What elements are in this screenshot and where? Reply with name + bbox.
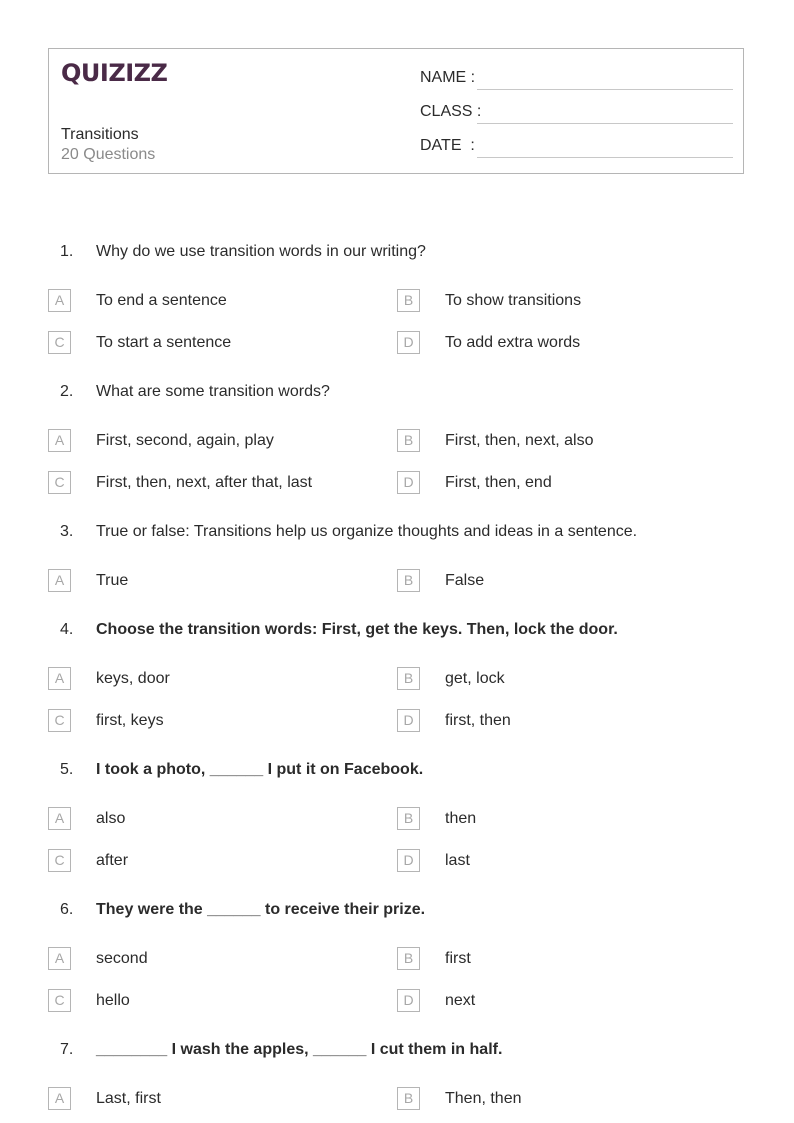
- question-text: What are some transition words?: [96, 383, 330, 400]
- option-b-box[interactable]: B: [397, 289, 420, 312]
- option-b-text: first: [445, 950, 471, 967]
- option-c-box[interactable]: C: [48, 709, 71, 732]
- option-b-box[interactable]: B: [397, 807, 420, 830]
- option-b-text: False: [445, 572, 485, 589]
- option-b-text: Then, then: [445, 1090, 522, 1107]
- worksheet-title: Transitions: [61, 126, 139, 143]
- option-a-box[interactable]: A: [48, 807, 71, 830]
- question-number: 3.: [60, 523, 74, 540]
- option-b-box[interactable]: B: [397, 1087, 420, 1110]
- name-label: NAME :: [420, 69, 476, 86]
- option-c-box[interactable]: C: [48, 989, 71, 1012]
- option-a-box[interactable]: A: [48, 667, 71, 690]
- option-b-box[interactable]: B: [397, 947, 420, 970]
- option-c-box[interactable]: C: [48, 471, 71, 494]
- option-d-box[interactable]: D: [397, 989, 420, 1012]
- option-c-text: hello: [96, 992, 130, 1009]
- question-text: True or false: Transitions help us organize thoughts and ideas in a sentence.: [96, 523, 638, 540]
- name-line[interactable]: [477, 89, 733, 90]
- option-b-text: then: [445, 810, 477, 827]
- option-c-box[interactable]: C: [48, 331, 71, 354]
- question-number: 4.: [60, 621, 74, 638]
- question-text: ________ I wash the apples, ______ I cut them in half.: [96, 1041, 503, 1058]
- option-a-box[interactable]: A: [48, 289, 71, 312]
- quizizz-logo: QUIZIZZ: [61, 59, 168, 87]
- option-c-text: To start a sentence: [96, 334, 232, 351]
- option-a-box[interactable]: A: [48, 569, 71, 592]
- question-number: 6.: [60, 901, 74, 918]
- class-label: CLASS :: [420, 103, 482, 120]
- option-d-box[interactable]: D: [397, 849, 420, 872]
- option-d-box[interactable]: D: [397, 471, 420, 494]
- option-d-box[interactable]: D: [397, 331, 420, 354]
- option-a-text: also: [96, 810, 126, 827]
- option-a-text: keys, door: [96, 670, 170, 687]
- option-c-text: first, keys: [96, 712, 164, 729]
- question-number: 1.: [60, 243, 74, 260]
- question-text: Why do we use transition words in our writing?: [96, 243, 426, 260]
- worksheet-header: [48, 48, 744, 174]
- question-text: Choose the transition words: First, get the keys. Then, lock the door.: [96, 621, 618, 638]
- question-number: 5.: [60, 761, 74, 778]
- date-label: DATE :: [420, 137, 475, 154]
- option-c-box[interactable]: C: [48, 849, 71, 872]
- question-count: 20 Questions: [61, 146, 156, 163]
- option-a-box[interactable]: A: [48, 429, 71, 452]
- option-a-text: Last, first: [96, 1090, 161, 1107]
- question-number: 7.: [60, 1041, 74, 1058]
- option-b-box[interactable]: B: [397, 569, 420, 592]
- option-d-text: First, then, end: [445, 474, 552, 491]
- question-text: I took a photo, ______ I put it on Facebook.: [96, 761, 424, 778]
- option-a-text: To end a sentence: [96, 292, 227, 309]
- class-line[interactable]: [477, 123, 733, 124]
- option-b-box[interactable]: B: [397, 429, 420, 452]
- date-line[interactable]: [477, 157, 733, 158]
- option-a-box[interactable]: A: [48, 1087, 71, 1110]
- option-d-text: first, then: [445, 712, 511, 729]
- option-d-text: next: [445, 992, 476, 1009]
- option-a-text: First, second, again, play: [96, 432, 274, 449]
- question-number: 2.: [60, 383, 74, 400]
- option-b-text: get, lock: [445, 670, 505, 687]
- option-a-box[interactable]: A: [48, 947, 71, 970]
- option-a-text: second: [96, 950, 148, 967]
- option-d-text: To add extra words: [445, 334, 581, 351]
- option-b-text: First, then, next, also: [445, 432, 594, 449]
- option-b-text: To show transitions: [445, 292, 582, 309]
- option-b-box[interactable]: B: [397, 667, 420, 690]
- question-text: They were the ______ to receive their prize.: [96, 901, 426, 918]
- option-c-text: First, then, next, after that, last: [96, 474, 313, 491]
- option-d-text: last: [445, 852, 470, 869]
- option-c-text: after: [96, 852, 129, 869]
- option-a-text: True: [96, 572, 129, 589]
- option-d-box[interactable]: D: [397, 709, 420, 732]
